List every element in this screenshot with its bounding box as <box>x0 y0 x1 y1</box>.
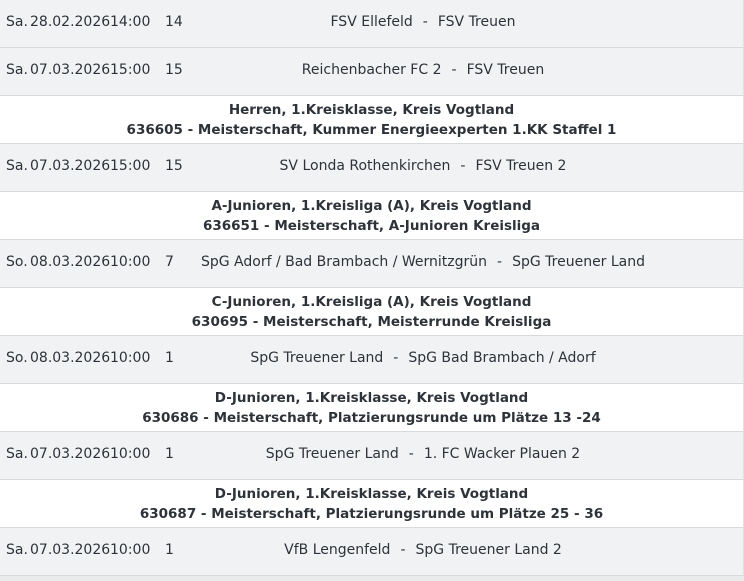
match-day: So. <box>6 254 28 270</box>
away-team[interactable]: SpG Bad Brambach / Adorf <box>408 350 596 366</box>
match-date: 07.03.2026 <box>30 446 111 462</box>
match-date: 08.03.2026 <box>30 254 111 270</box>
competition-title: A-Junioren, 1.Kreisliga (A), Kreis Vogtland <box>211 198 532 214</box>
match-row[interactable] <box>0 528 743 576</box>
match-date: 07.03.2026 <box>30 62 111 78</box>
match-date: 28.02.2026 <box>30 14 111 30</box>
team-separator: - <box>393 350 399 366</box>
away-team[interactable]: FSV Treuen <box>437 14 516 30</box>
away-team[interactable]: SpG Treuener Land <box>512 254 646 270</box>
match-day: Sa. <box>6 14 28 30</box>
match-row[interactable] <box>0 432 743 480</box>
matchday-number: 1 <box>165 542 174 558</box>
competition-subtitle[interactable]: 630695 - Meisterschaft, Meisterrunde Kreisliga <box>191 314 552 330</box>
match-row[interactable] <box>0 48 743 96</box>
competition-header <box>0 288 743 336</box>
competition-header <box>0 96 743 144</box>
match-time: 10:00 <box>110 446 151 462</box>
match-date: 07.03.2026 <box>30 158 111 174</box>
match-pairing[interactable] <box>186 432 660 476</box>
away-team[interactable]: 1. FC Wacker Plauen 2 <box>423 446 581 462</box>
matchday-number: 7 <box>165 254 174 270</box>
matchday-number: 1 <box>165 446 174 462</box>
match-row[interactable] <box>0 336 743 384</box>
match-row[interactable] <box>0 240 743 288</box>
team-separator: - <box>460 158 466 174</box>
match-time: 14:00 <box>110 14 151 30</box>
match-row[interactable] <box>0 144 743 192</box>
away-team[interactable]: FSV Treuen <box>466 62 545 78</box>
home-team[interactable]: SpG Treuener Land <box>250 350 384 366</box>
away-team[interactable]: FSV Treuen 2 <box>475 158 567 174</box>
competition-title: D-Junioren, 1.Kreisklasse, Kreis Vogtland <box>214 486 529 502</box>
match-row[interactable] <box>0 0 743 48</box>
match-time: 10:00 <box>110 542 151 558</box>
match-day: Sa. <box>6 446 28 462</box>
matchday-number: 15 <box>165 158 183 174</box>
match-pairing[interactable] <box>186 144 660 188</box>
competition-subtitle[interactable]: 630686 - Meisterschaft, Platzierungsrunde um Plätze 13 -24 <box>142 410 601 426</box>
match-day: Sa. <box>6 158 28 174</box>
matchday-number: 14 <box>165 14 183 30</box>
home-team[interactable]: VfB Lengenfeld <box>284 542 391 558</box>
match-pairing[interactable] <box>186 0 660 44</box>
match-time: 10:00 <box>110 350 151 366</box>
match-day: Sa. <box>6 62 28 78</box>
away-team[interactable]: SpG Treuener Land 2 <box>415 542 562 558</box>
match-pairing[interactable] <box>186 336 660 380</box>
match-time: 15:00 <box>110 62 151 78</box>
home-team[interactable]: FSV Ellefeld <box>330 14 413 30</box>
home-team[interactable]: SpG Treuener Land <box>265 446 399 462</box>
match-date: 08.03.2026 <box>30 350 111 366</box>
competition-title: D-Junioren, 1.Kreisklasse, Kreis Vogtland <box>214 390 529 406</box>
match-pairing[interactable] <box>186 240 660 284</box>
team-separator: - <box>451 62 457 78</box>
home-team[interactable]: SpG Adorf / Bad Brambach / Wernitzgrün <box>200 254 488 270</box>
match-day: Sa. <box>6 542 28 558</box>
team-separator: - <box>408 446 414 462</box>
competition-header <box>0 480 743 528</box>
competition-header <box>0 384 743 432</box>
competition-subtitle[interactable]: 636651 - Meisterschaft, A-Junioren Kreisliga <box>202 218 541 234</box>
competition-subtitle[interactable]: 636605 - Meisterschaft, Kummer Energieexperten 1.KK Staffel 1 <box>126 122 617 138</box>
matchday-number: 1 <box>165 350 174 366</box>
team-separator: - <box>422 14 428 30</box>
competition-title: Herren, 1.Kreisklasse, Kreis Vogtland <box>228 102 515 118</box>
competition-header <box>0 192 743 240</box>
competition-subtitle[interactable]: 630687 - Meisterschaft, Platzierungsrunde um Plätze 25 - 36 <box>139 506 604 522</box>
match-date: 07.03.2026 <box>30 542 111 558</box>
team-separator: - <box>497 254 503 270</box>
competition-title: C-Junioren, 1.Kreisliga (A), Kreis Vogtland <box>211 294 532 310</box>
home-team[interactable]: Reichenbacher FC 2 <box>301 62 442 78</box>
match-time: 15:00 <box>110 158 151 174</box>
match-time: 10:00 <box>110 254 151 270</box>
match-day: So. <box>6 350 28 366</box>
match-pairing[interactable] <box>186 528 660 572</box>
schedule-footer <box>0 576 744 581</box>
match-pairing[interactable] <box>186 48 660 92</box>
team-separator: - <box>400 542 406 558</box>
home-team[interactable]: SV Londa Rothenkirchen <box>279 158 451 174</box>
matchday-number: 15 <box>165 62 183 78</box>
